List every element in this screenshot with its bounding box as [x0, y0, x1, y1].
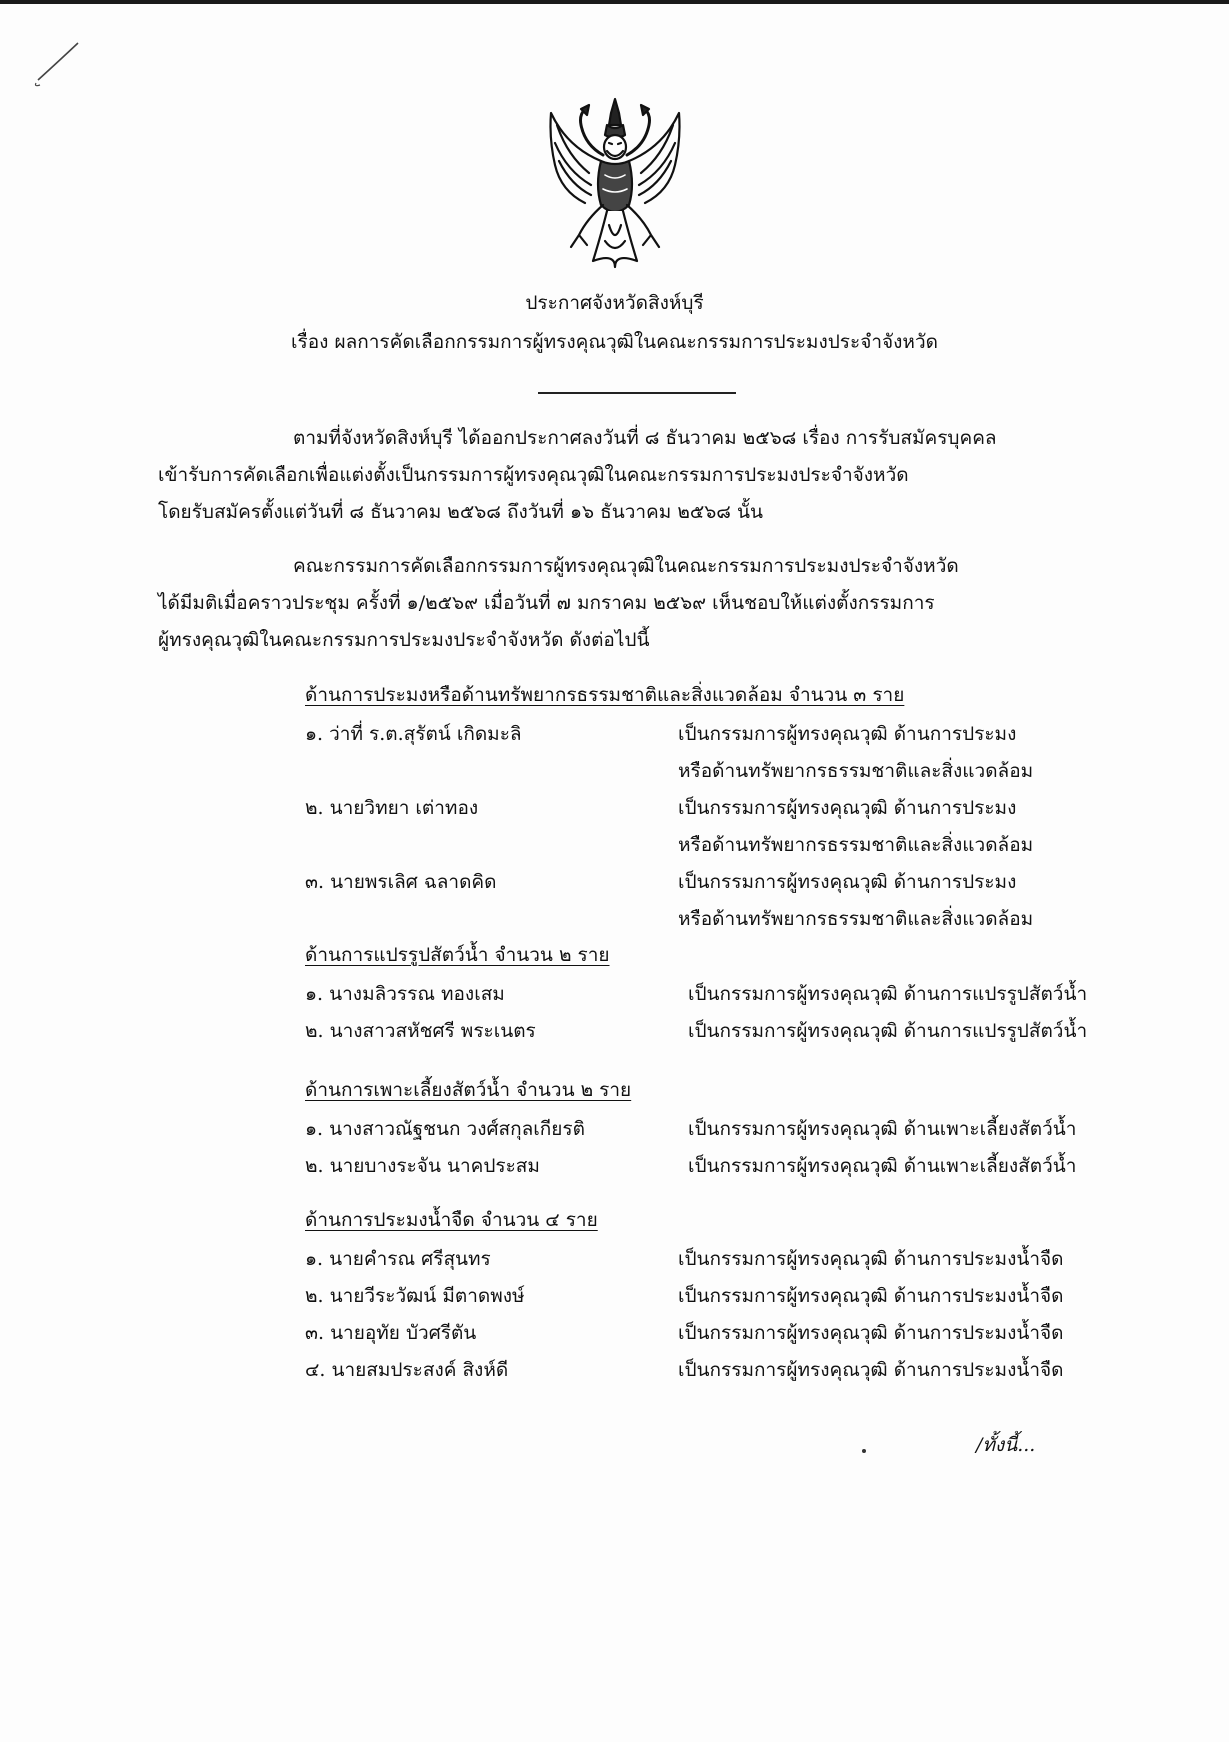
member-row: [305, 1111, 1105, 1148]
member-role: เป็นกรรมการผู้ทรงคุณวุฒิ ด้านการแปรรูปสัตว์น้ำ: [688, 1020, 1088, 1042]
member-name: ๑. นายคำรณ ศรีสุนทร: [305, 1248, 491, 1270]
member-role: เป็นกรรมการผู้ทรงคุณวุฒิ ด้านการประมง: [678, 723, 1017, 745]
member-role-continued: หรือด้านทรัพยากรธรรมชาติและสิ่งแวดล้อม: [678, 834, 1034, 856]
title-divider: [538, 392, 736, 394]
paragraph-resolution: [158, 548, 1104, 659]
member-name: ๒. นายบางระจัน นาคประสม: [305, 1155, 540, 1177]
member-row: [305, 1148, 1105, 1185]
member-name: ๑. นางมลิวรรณ ทองเสม: [305, 983, 505, 1005]
paragraph-line: โดยรับสมัครตั้งแต่วันที่ ๘ ธันวาคม ๒๕๖๘ ถึงวันที่ ๑๖ ธันวาคม ๒๕๖๘ นั้น: [158, 501, 763, 523]
member-row-continued: [305, 901, 1105, 938]
announcement-title: ประกาศจังหวัดสิงห์บุรี: [525, 292, 704, 314]
member-name: ๑. ว่าที่ ร.ต.สุรัตน์ เกิดมะลิ: [305, 723, 522, 745]
section-heading: ด้านการเพาะเลี้ยงสัตว์น้ำ จำนวน ๒ ราย: [305, 1079, 632, 1101]
paragraph-intro: [158, 420, 1104, 531]
paragraph-line: คณะกรรมการคัดเลือกกรรมการผู้ทรงคุณวุฒิในคณะกรรมการประมงประจำจังหวัด: [293, 555, 959, 577]
member-row: [305, 1278, 1105, 1315]
section-fisheries-environment: [305, 680, 1105, 938]
section-aquatic-processing: [305, 940, 1105, 1050]
scan-speck: [862, 1449, 866, 1453]
member-row: [305, 1241, 1105, 1278]
pen-stroke-mark: [30, 35, 100, 95]
member-name: ๔. นายสมประสงค์ สิงห์ดี: [305, 1359, 509, 1381]
member-name: ๒. นายวิทยา เต่าทอง: [305, 797, 479, 819]
member-name: ๓. นายอุทัย บัวศรีตัน: [305, 1322, 477, 1344]
paragraph-line: ได้มีมติเมื่อคราวประชุม ครั้งที่ ๑/๒๕๖๙ เมื่อวันที่ ๗ มกราคม ๒๕๖๙ เห็นชอบให้แต่งตั้งกรรมการ: [158, 592, 935, 614]
member-row: [305, 790, 1105, 827]
member-role: เป็นกรรมการผู้ทรงคุณวุฒิ ด้านการประมง: [678, 871, 1017, 893]
paragraph-line: ผู้ทรงคุณวุฒิในคณะกรรมการประมงประจำจังหวัด ดังต่อไปนี้: [158, 629, 650, 651]
member-row: [305, 864, 1105, 901]
paragraph-line: ตามที่จังหวัดสิงห์บุรี ได้ออกประกาศลงวันที่ ๘ ธันวาคม ๒๕๖๘ เรื่อง การรับสมัครบุคคล: [293, 427, 997, 449]
member-role-continued: หรือด้านทรัพยากรธรรมชาติและสิ่งแวดล้อม: [678, 760, 1034, 782]
announcement-subject: เรื่อง ผลการคัดเลือกกรรมการผู้ทรงคุณวุฒิในคณะกรรมการประมงประจำจังหวัด: [291, 331, 938, 353]
member-role: เป็นกรรมการผู้ทรงคุณวุฒิ ด้านการประมง: [678, 797, 1017, 819]
member-row-continued: [305, 753, 1105, 790]
member-name: ๑. นางสาวณัฐชนก วงศ์สกุลเกียรติ: [305, 1118, 585, 1140]
member-row: [305, 976, 1105, 1013]
section-aquaculture: [305, 1075, 1105, 1185]
section-heading: ด้านการประมงหรือด้านทรัพยากรธรรมชาติและสิ่งแวดล้อม จำนวน ๓ ราย: [305, 684, 905, 706]
member-role: เป็นกรรมการผู้ทรงคุณวุฒิ ด้านการแปรรูปสัตว์น้ำ: [688, 983, 1088, 1005]
member-row: [305, 1315, 1105, 1352]
member-row: [305, 716, 1105, 753]
member-name: ๒. นายวีระวัฒน์ มีตาดพงษ์: [305, 1285, 525, 1307]
member-role-continued: หรือด้านทรัพยากรธรรมชาติและสิ่งแวดล้อม: [678, 908, 1034, 930]
member-row: [305, 1352, 1105, 1389]
garuda-emblem-icon: [545, 95, 685, 270]
member-role: เป็นกรรมการผู้ทรงคุณวุฒิ ด้านการประมงน้ำจืด: [678, 1248, 1064, 1270]
member-role: เป็นกรรมการผู้ทรงคุณวุฒิ ด้านการประมงน้ำจืด: [678, 1285, 1064, 1307]
section-freshwater-fisheries: [305, 1205, 1105, 1389]
member-name: ๓. นายพรเลิศ ฉลาดคิด: [305, 871, 497, 893]
member-row-continued: [305, 827, 1105, 864]
member-role: เป็นกรรมการผู้ทรงคุณวุฒิ ด้านการประมงน้ำจืด: [678, 1322, 1064, 1344]
section-heading: ด้านการแปรรูปสัตว์น้ำ จำนวน ๒ ราย: [305, 944, 610, 966]
section-heading: ด้านการประมงน้ำจืด จำนวน ๔ ราย: [305, 1209, 598, 1231]
page-continuation-marker: /ทั้งนี้...: [976, 1434, 1036, 1456]
member-role: เป็นกรรมการผู้ทรงคุณวุฒิ ด้านเพาะเลี้ยงสัตว์น้ำ: [688, 1155, 1077, 1177]
member-role: เป็นกรรมการผู้ทรงคุณวุฒิ ด้านเพาะเลี้ยงสัตว์น้ำ: [688, 1118, 1077, 1140]
member-role: เป็นกรรมการผู้ทรงคุณวุฒิ ด้านการประมงน้ำจืด: [678, 1359, 1064, 1381]
member-name: ๒. นางสาวสหัชศรี พระเนตร: [305, 1020, 536, 1042]
member-row: [305, 1013, 1105, 1050]
scan-top-edge: [0, 0, 1229, 4]
paragraph-line: เข้ารับการคัดเลือกเพื่อแต่งตั้งเป็นกรรมการผู้ทรงคุณวุฒิในคณะกรรมการประมงประจำจังหวัด: [158, 464, 909, 486]
